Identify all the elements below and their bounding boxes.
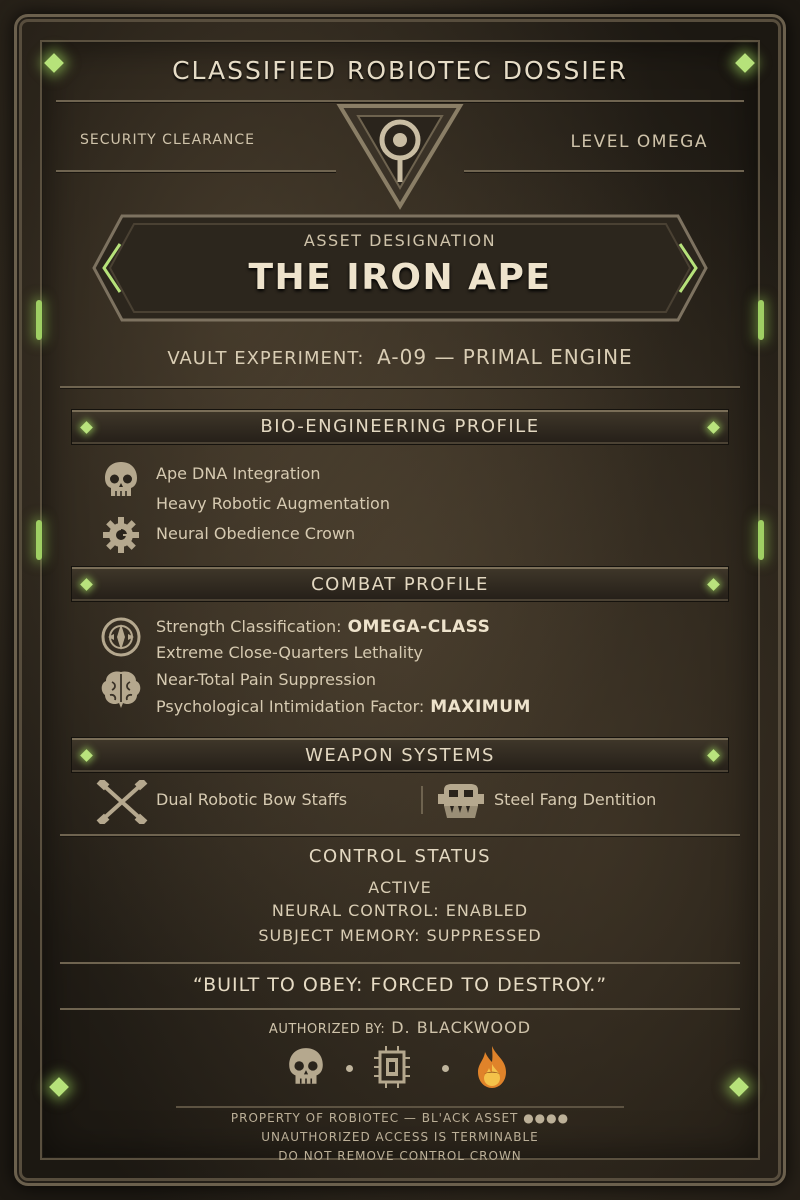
clearance-rule-left <box>56 170 336 172</box>
combat-item-text: Strength Classification: <box>156 617 342 636</box>
bio-item: Ape DNA Integration <box>156 464 321 483</box>
weapons-divider <box>421 786 423 814</box>
combat-item <box>156 697 531 717</box>
target-icon <box>100 616 142 658</box>
motto-quote: “BUILT TO OBEY: FORCED TO DESTROY.” <box>192 974 608 996</box>
security-clearance-label: SECURITY CLEARANCE <box>80 132 255 148</box>
combat-item-text: Near-Total Pain Suppression <box>156 670 377 689</box>
combat-item <box>156 670 376 689</box>
asset-designation-label: ASSET DESIGNATION <box>303 231 497 250</box>
skull-icon <box>286 1046 326 1088</box>
weapons-title: WEAPON SYSTEMS <box>305 745 495 766</box>
combat-item-value: MAXIMUM <box>430 697 531 717</box>
skull-icon <box>102 460 140 500</box>
control-status-title: CONTROL STATUS <box>308 846 492 867</box>
combat-item <box>156 617 490 637</box>
page-title: CLASSIFIED ROBIOTEC DOSSIER <box>172 56 628 85</box>
brain-icon <box>98 668 144 710</box>
gear-icon <box>102 516 140 554</box>
weapon-item: Steel Fang Dentition <box>494 790 657 809</box>
robot-jaw-icon <box>438 782 484 822</box>
subject-memory-line: SUBJECT MEMORY: SUPPRESSED <box>258 926 542 945</box>
vault-experiment-label: VAULT EXPERIMENT: <box>167 348 365 369</box>
separator-dot <box>346 1065 353 1072</box>
asset-name: THE IRON APE <box>248 257 552 298</box>
vault-divider <box>60 386 740 388</box>
clearance-level: LEVEL OMEGA <box>570 132 708 152</box>
combat-item-text: Psychological Intimidation Factor: <box>156 697 425 716</box>
combat-item-text: Extreme Close-Quarters Lethality <box>156 643 423 662</box>
authorized-by-label: AUTHORIZED BY: <box>268 1022 386 1037</box>
side-light-right-2 <box>758 520 764 560</box>
vault-experiment <box>0 345 800 369</box>
authorization-line <box>0 1018 800 1037</box>
flame-icon <box>470 1044 514 1090</box>
clearance-rule-right <box>464 170 744 172</box>
bio-item: Heavy Robotic Augmentation <box>156 494 390 513</box>
chip-icon <box>370 1046 414 1088</box>
bio-item: Neural Obedience Crown <box>156 524 356 543</box>
neural-control-line: NEURAL CONTROL: ENABLED <box>271 901 529 920</box>
footer-warning-line: UNAUTHORIZED ACCESS IS TERMINABLE <box>261 1130 539 1144</box>
combat-item-value: OMEGA-CLASS <box>347 617 491 637</box>
robiotec-emblem-icon <box>336 98 464 210</box>
control-status-value: ACTIVE <box>368 878 432 897</box>
combat-item <box>156 643 423 662</box>
side-light-right-1 <box>758 300 764 340</box>
side-light-left-2 <box>36 520 42 560</box>
combat-profile-title: COMBAT PROFILE <box>311 574 489 595</box>
side-light-left-1 <box>36 300 42 340</box>
weapons-divider-bottom <box>60 834 740 836</box>
authorizer-name: D. BLACKWOOD <box>391 1018 532 1037</box>
weapon-item: Dual Robotic Bow Staffs <box>156 790 348 809</box>
bio-profile-title: BIO-ENGINEERING PROFILE <box>260 416 540 437</box>
crossed-staffs-icon <box>96 780 148 824</box>
separator-dot <box>442 1065 449 1072</box>
footer-crown-line: DO NOT REMOVE CONTROL CROWN <box>278 1149 522 1163</box>
footer-property-line: PROPERTY OF ROBIOTEC — BL'ACK ASSET ●●●● <box>230 1111 570 1125</box>
vault-experiment-value: A-09 — PRIMAL ENGINE <box>377 345 633 369</box>
